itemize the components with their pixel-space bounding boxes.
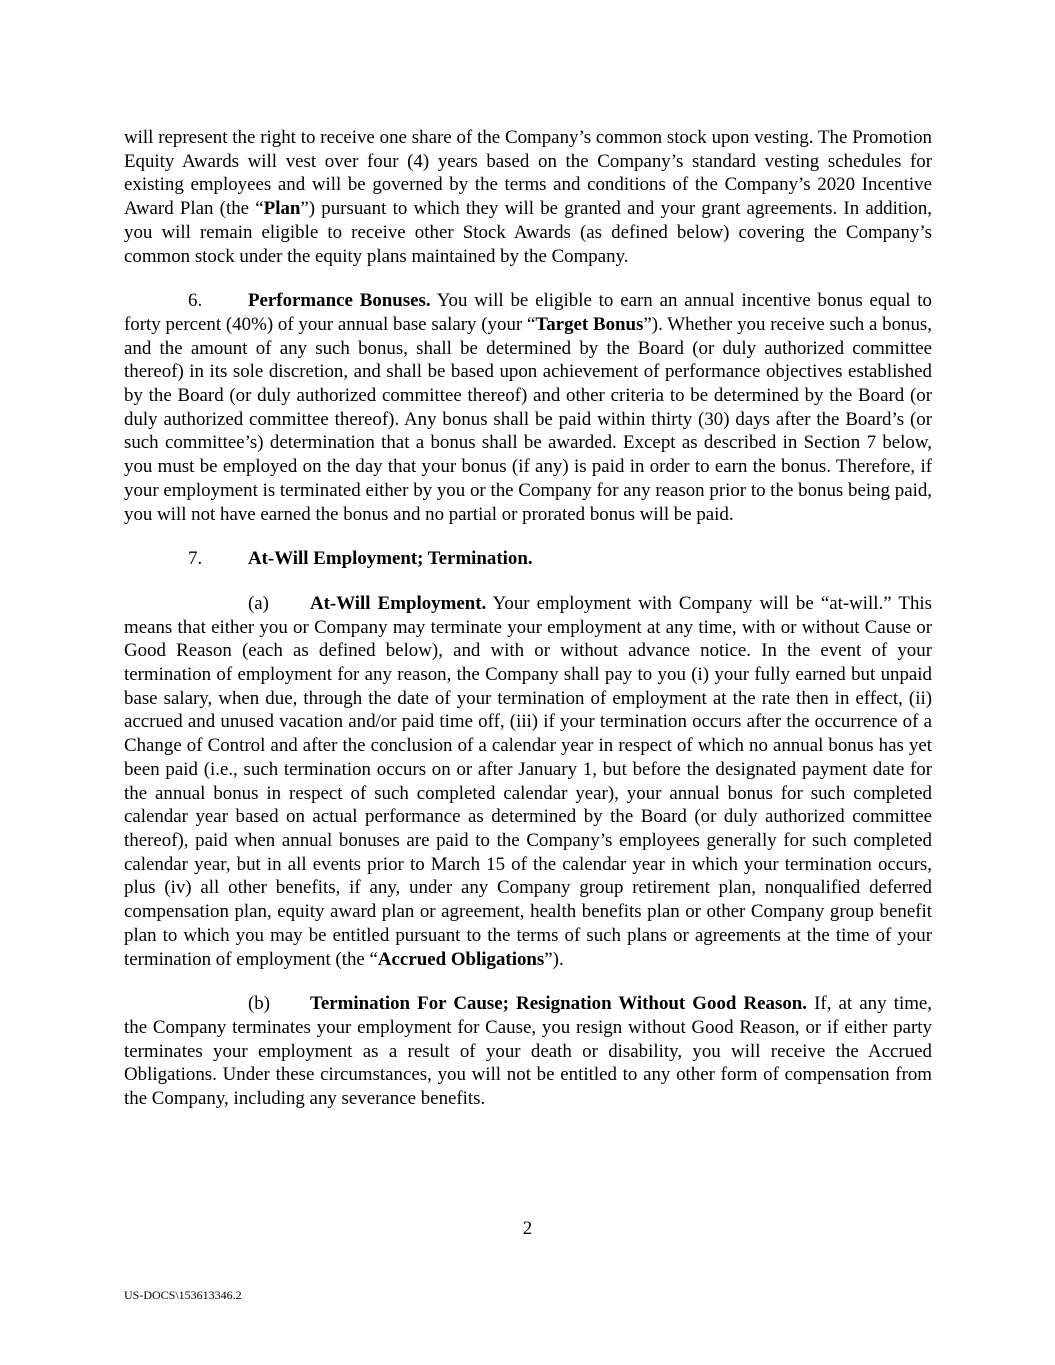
- subsection-label: (b): [248, 993, 271, 1015]
- defined-term: Plan: [263, 198, 301, 220]
- section-7-heading: [124, 547, 932, 571]
- paragraph-equity-awards: will represent the right to receive one share of the Company’s common stock upon vesting. The Promotion Equity Awards will vest over four (4) years based on the Company’s standard vesting schedules for existing employees and will be governed by the terms and conditions of the Company’s 2020 Incentive Award Plan (the “Plan”) pursuant to which they will be granted and your grant agreements. In addition, you will remain eligible to receive other Stock Awards (as defined below) covering the Company’s common stock under the equity plans maintained by the Company.: [124, 127, 932, 267]
- section-number: 7.: [188, 548, 203, 570]
- subsection-heading: Termination For Cause; Resignation Without Good Reason.: [310, 993, 808, 1015]
- subsection-heading: At-Will Employment.: [310, 592, 487, 614]
- section-heading: Performance Bonuses.: [248, 290, 431, 312]
- section-number: 6.: [188, 290, 203, 312]
- defined-term: Accrued Obligations: [377, 948, 545, 970]
- section-heading: At-Will Employment; Termination.: [248, 548, 533, 570]
- document-id: US-DOCS\153613346.2: [124, 1288, 242, 1302]
- defined-term: Target Bonus: [535, 313, 644, 335]
- section-6-performance-bonuses: 6. Performance Bonuses. You will be eligible to earn an annual incentive bonus equal to forty percent (40%) of your annual base salary (your “Target Bonus”). Whether you receive such a bonus, and the amount of any such bonus, shall be determined by the Board (or duly authorized committee thereof) in its sole discretion, and shall be based upon achievement of performance objectives established by the Board (or duly authorized committee thereof) and other criteria to be determined by the Board (or duly authorized committee thereof). Any bonus shall be paid within thirty (30) days after the Board’s (or such committee’s) determination that a bonus shall be awarded. Except as described in Section 7 below, you must be employed on the day that your bonus (if any) is paid in order to earn the bonus. Therefore, if your employment is terminated either by you or the Company for any reason prior to the bonus being paid, you will not have earned the bonus and no partial or prorated bonus will be paid.: [124, 290, 932, 525]
- document-body: [124, 126, 932, 1111]
- section-7a-at-will-employment: (a) At-Will Employment. Your employment with Company will be “at-will.” This means that either you or Company may terminate your employment at any time, with or without Cause or Good Reason (each as defined below), and with or without advance notice. In the event of your termination of employment for any reason, the Company shall pay to you (i) your fully earned but unpaid base salary, when due, through the date of your termination of employment at the rate then in effect, (ii) accrued and unused vacation and/or paid time off, (iii) if your termination occurs after the occurrence of a Change of Control and after the conclusion of a calendar year in respect of which no annual bonus has yet been paid (i.e., such termination occurs on or after January 1, but before the designated payment date for the annual bonus in respect of such completed calendar year), your annual bonus for such completed calendar year based on actual performance as determined by the Board (or duly authorized committee thereof), paid when annual bonuses are paid to the Company’s employees generally for such completed calendar year, but in all events prior to March 15 of the calendar year in which your termination occurs, plus (iv) all other benefits, if any, under any Company group retirement plan, nonqualified deferred compensation plan, equity award plan or agreement, health benefits plan or other Company group benefit plan to which you may be entitled pursuant to the terms of such plans or agreements at the time of your termination of employment (the “Accrued Obligations”).: [124, 592, 932, 970]
- page-number: 2: [522, 1218, 533, 1239]
- section-7b-termination-for-cause: (b) Termination For Cause; Resignation Without Good Reason. If, at any time, the Company terminates your employment for Cause, you resign without Good Reason, or if either party terminates your employment as a result of your death or disability, you will receive the Accrued Obligations. Under these circumstances, you will not be entitled to any other form of compensation from the Company, including any severance benefits.: [124, 993, 932, 1110]
- subsection-label: (a): [248, 592, 269, 614]
